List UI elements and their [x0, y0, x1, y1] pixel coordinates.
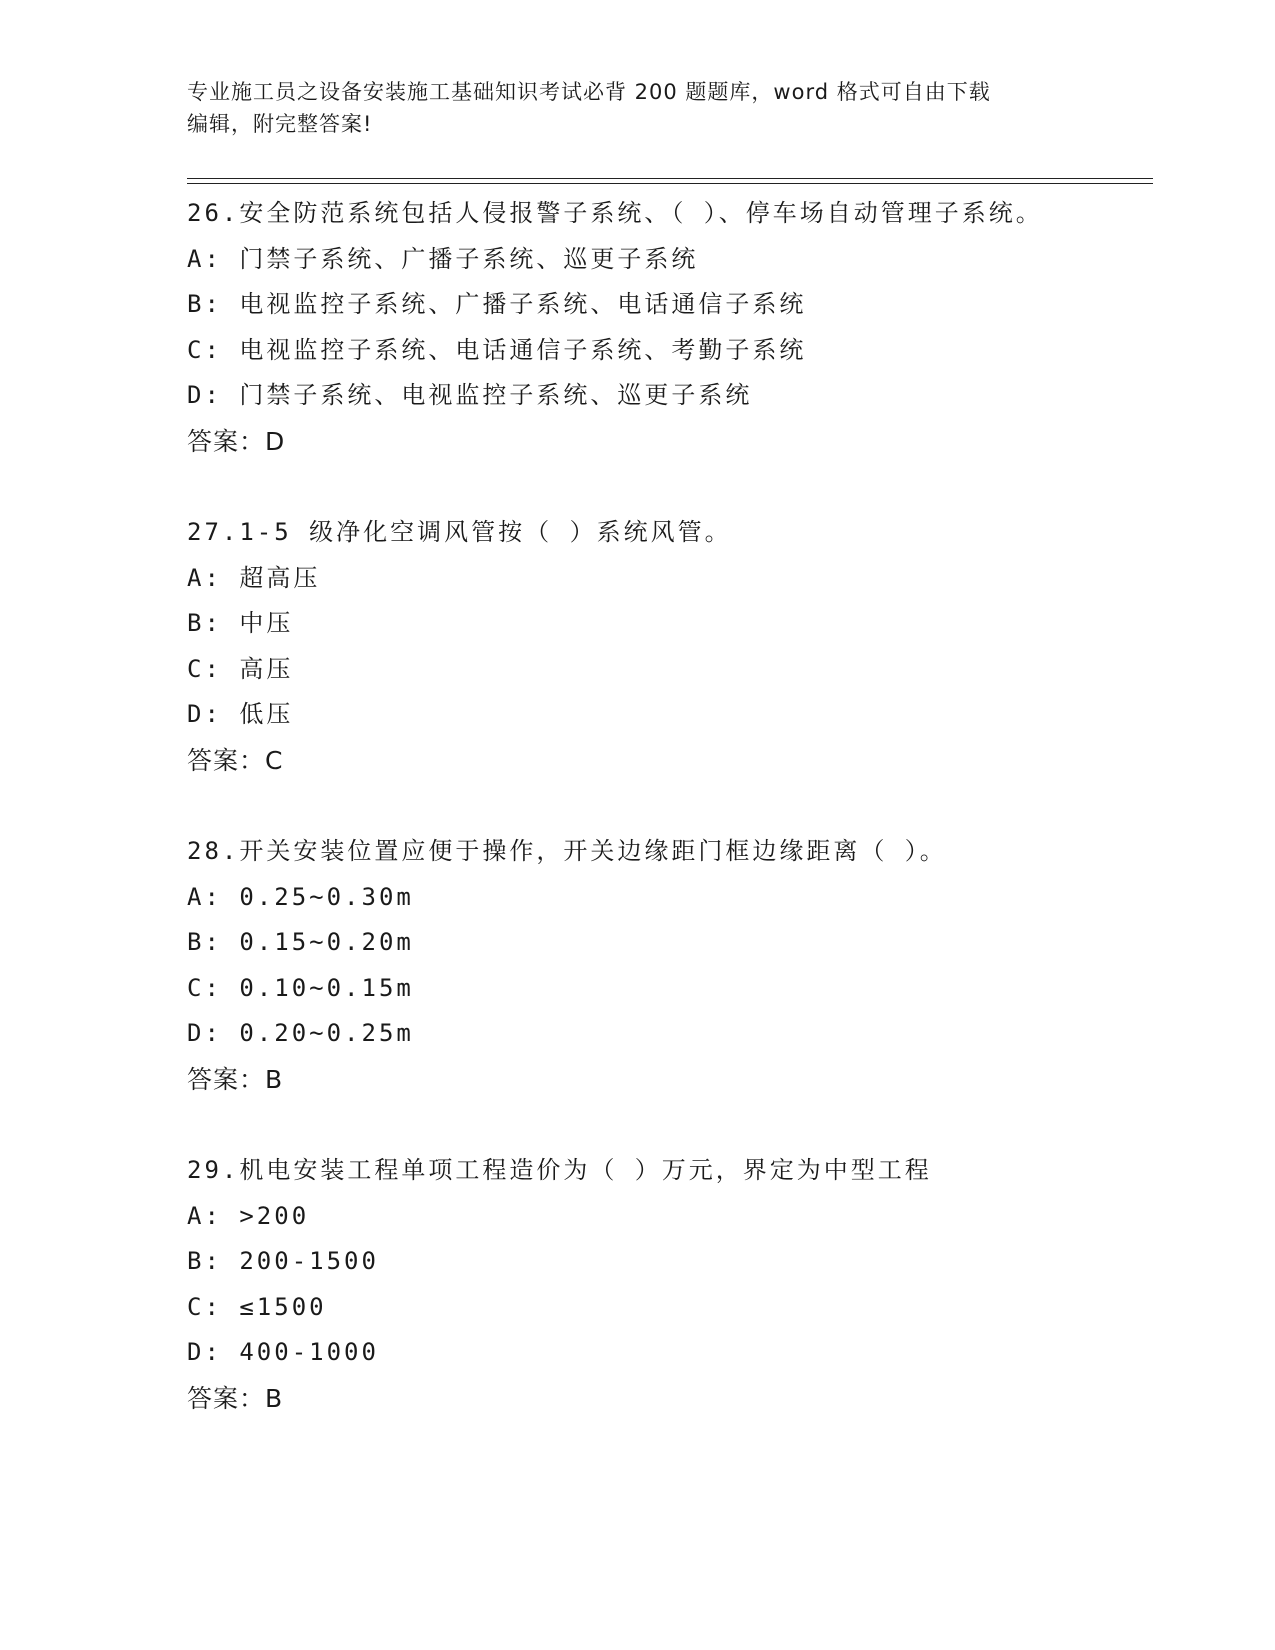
option-a: A: >200: [187, 1201, 310, 1230]
question-stem: 29.机电安装工程单项工程造价为（ ）万元，界定为中型工程: [187, 1156, 932, 1184]
answer: 答案：C: [187, 745, 284, 775]
option-c: C: 电视监控子系统、电话通信子系统、考勤子系统: [187, 335, 807, 364]
question-stem: 27.1-5 级净化空调风管按（ ）系统风管。: [187, 518, 732, 546]
option-a: A: 0.25~0.30m: [187, 882, 414, 911]
option-c: C: 高压: [187, 654, 294, 683]
question-26: [187, 191, 1087, 464]
option-b: B: 0.15~0.20m: [187, 928, 414, 956]
option-d: D: 0.20~0.25m: [187, 1019, 414, 1047]
answer: 答案：B: [187, 1064, 284, 1094]
option-d: D: 门禁子系统、电视监控子系统、巡更子系统: [187, 381, 753, 409]
answer: 答案：D: [187, 426, 286, 456]
option-b: B: 中压: [187, 609, 294, 637]
option-b: B: 电视监控子系统、广播子系统、电话通信子系统: [187, 290, 807, 318]
question-29: [187, 1148, 1087, 1421]
question-list: [187, 191, 1087, 1467]
option-d: D: 低压: [187, 700, 294, 728]
option-c: C: 0.10~0.15m: [187, 973, 414, 1002]
question-28: [187, 829, 1087, 1102]
document-header: [187, 76, 1067, 140]
answer: 答案：B: [187, 1383, 284, 1413]
option-a: A: 门禁子系统、广播子系统、巡更子系统: [187, 244, 699, 273]
question-stem: 28.开关安装位置应便于操作，开关边缘距门框边缘距离（ ）。: [187, 837, 947, 865]
option-c: C: ≤1500: [187, 1292, 327, 1321]
question-27: [187, 510, 1087, 783]
header-divider-bottom: [187, 183, 1153, 184]
option-a: A: 超高压: [187, 563, 321, 592]
header-title-line-2: 编辑，附完整答案!: [187, 112, 373, 136]
option-b: B: 200-1500: [187, 1247, 379, 1275]
option-d: D: 400-1000: [187, 1338, 379, 1366]
question-stem: 26.安全防范系统包括人侵报警子系统、（ ）、停车场自动管理子系统。: [187, 199, 1043, 227]
header-title-line-1: 专业施工员之设备安装施工基础知识考试必背 200 题题库，word 格式可自由下载: [187, 80, 991, 104]
header-divider-top: [187, 178, 1153, 179]
